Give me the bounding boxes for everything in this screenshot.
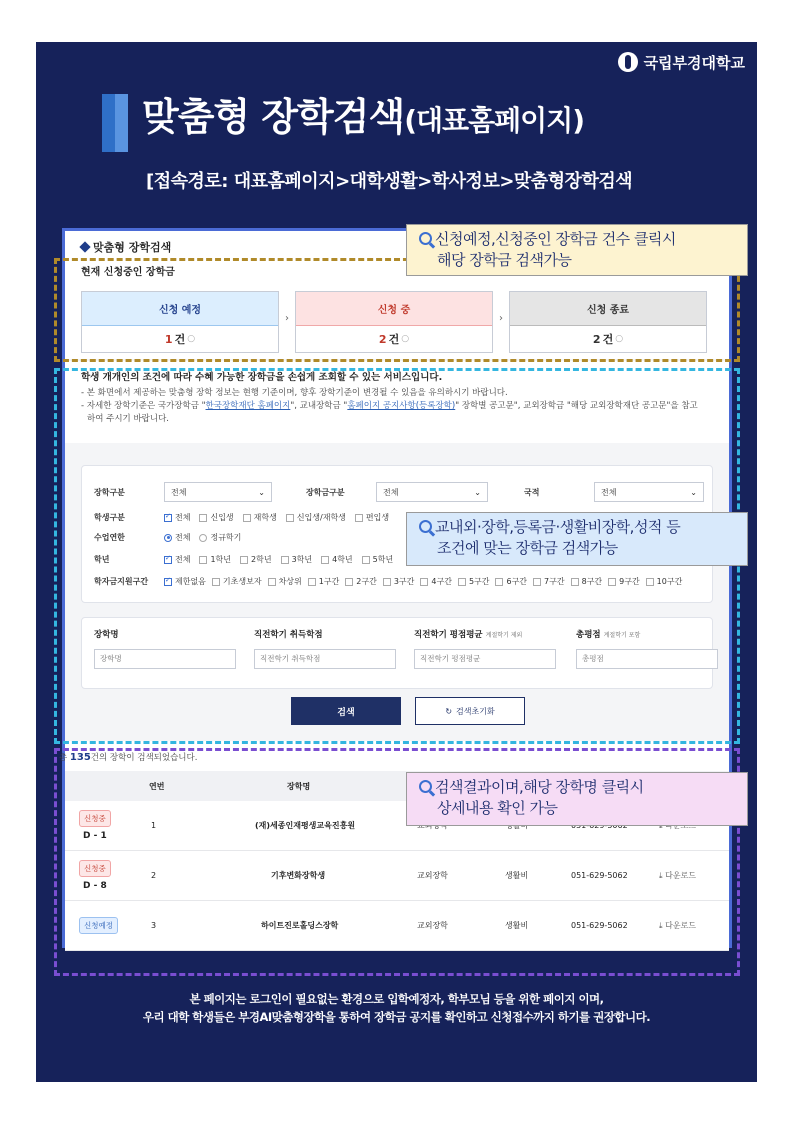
stat-count: 2	[592, 332, 601, 346]
chevron-down-icon: ⌄	[258, 487, 265, 497]
callout-results	[406, 772, 748, 826]
shot-subtitle: 현재 신청중인 장학금	[81, 267, 175, 278]
opt-label: 전체	[175, 533, 191, 542]
count-suffix: 건의 장학이 검색되었습니다.	[90, 753, 198, 763]
footer-line: 우리 대학 학생들은 부경AI맞춤형장학을 통하여 장학금 공지를 확인하고 신청접수까지 하기를 권장합니다.	[142, 1010, 651, 1024]
download-label: 다운로드	[665, 871, 697, 880]
shot-title	[81, 239, 171, 255]
field-label-text: 직전학기 평점평균	[414, 630, 483, 640]
opt-label: 4학년	[332, 555, 353, 564]
callout-line	[419, 517, 735, 538]
page-title	[142, 86, 584, 141]
callout-line: 조건에 맞는 장학금 검색가능	[437, 539, 618, 557]
chevron-down-icon: ⌄	[690, 487, 697, 497]
opt-label: 신입생	[210, 513, 234, 522]
grade-label: 학년	[94, 555, 110, 564]
access-path: [접속경로: 대표홈페이지>대학생활>학사정보>맞춤형장학검색	[146, 171, 633, 192]
title-main: 맞춤형 장학검색	[142, 95, 405, 139]
title-sub: (대표홈페이지)	[404, 104, 585, 137]
opt-label: 편입생	[365, 513, 390, 522]
row-no: 2	[151, 871, 157, 880]
row-purpose: 생활비	[505, 921, 529, 930]
stat-label: 신청 종료	[510, 292, 706, 326]
logo-name: 국립부경대학교	[643, 53, 745, 72]
intro-line: 하여 주시기 바랍니다.	[87, 414, 170, 424]
title-accent-bar	[102, 94, 128, 152]
field-label-text: 직전학기 취득학점	[254, 630, 323, 640]
type-label: 장학구분	[94, 487, 125, 497]
row-category: 교외장학	[417, 921, 448, 930]
opt-label: 재학생	[253, 513, 277, 522]
opt-label: 3학년	[291, 555, 313, 564]
opt-label: 전체	[175, 513, 191, 522]
opt-label: 제한없음	[175, 577, 206, 586]
row-phone: 051-629-5062	[571, 921, 628, 930]
field-label-text: 장학명	[94, 630, 119, 640]
footer-line: 본 페이지는 로그인이 필요없는 환경으로 입학예정자, 학부모님 등을 위한 페이지 이며,	[189, 992, 604, 1006]
opt-label: 5구간	[468, 577, 490, 586]
reset-label: 검색초기화	[456, 706, 495, 716]
status-badge: 신청중	[79, 860, 111, 877]
count-number: 135	[69, 752, 91, 763]
search-icon: ○	[401, 334, 410, 344]
year-label: 수업연한	[94, 533, 125, 542]
stat-count: 1	[164, 332, 173, 346]
guide-poster	[36, 42, 757, 1082]
intro-text: ", 교내장학금 "	[290, 401, 348, 411]
intro-text: - 자세한 장학기준은 국가장학금 "	[81, 401, 206, 411]
callout-text: 신청예정,신청중인 장학금 건수 클릭시	[435, 230, 676, 248]
university-logo	[618, 48, 745, 76]
download-icon: ⤓	[659, 870, 663, 880]
opt-label: 차상위	[278, 577, 302, 586]
chevron-down-icon: ⌄	[474, 487, 481, 497]
magnifier-icon	[419, 232, 432, 245]
field-label-text: 총평점	[576, 630, 601, 640]
intro-text: " 장학별 공고문", 교외장학금 "해당 교외장학재단 공고문"을 참고	[455, 401, 698, 411]
opt-label: 4구간	[431, 577, 452, 586]
row-category: 교외장학	[417, 871, 448, 880]
footer-note	[36, 990, 757, 1026]
opt-label: 1학년	[210, 555, 232, 564]
callout-line: 상세내용 확인 가능	[437, 799, 558, 817]
row-phone: 051-629-5062	[571, 871, 628, 880]
row-purpose: 생활비	[505, 871, 529, 880]
opt-label: 3구간	[393, 577, 415, 586]
callout-status	[406, 224, 748, 276]
status-badge: 신청예정	[79, 917, 118, 934]
callout-text: 검색결과이며,해당 장학명 클릭시	[435, 778, 644, 796]
intro-line: - 본 화면에서 제공하는 맞춤형 장학 정보는 현행 기준이며, 향후 장학기준이 변경될 수 있음을 유의하시기 바랍니다.	[81, 388, 508, 398]
stat-count: 2	[378, 332, 387, 346]
magnifier-icon	[419, 780, 432, 793]
opt-label: 5학년	[372, 555, 394, 564]
opt-label: 정규학기	[210, 533, 242, 542]
refresh-icon: ↻	[445, 706, 453, 716]
opt-label: 1구간	[318, 577, 340, 586]
amount-label: 장학금구분	[306, 487, 345, 497]
opt-label: 9구간	[619, 577, 640, 586]
select-value: 전체	[171, 487, 187, 497]
callout-line	[419, 229, 735, 250]
callout-line: 해당 장학금 검색가능	[437, 251, 572, 269]
opt-label: 2학년	[251, 555, 272, 564]
search-button[interactable]: 검색	[291, 697, 401, 725]
count-prefix: 총	[59, 753, 70, 763]
header-no: 연번	[149, 781, 165, 791]
income-label: 학자금지원구간	[94, 577, 149, 586]
header-name: 장학명	[287, 781, 311, 791]
callout-line	[419, 777, 735, 798]
row-no: 3	[151, 921, 157, 930]
shot-title-text: 맞춤형 장학검색	[93, 241, 172, 254]
diamond-icon	[79, 241, 90, 252]
opt-label: 6구간	[506, 577, 528, 586]
select-value: 전체	[601, 487, 617, 497]
opt-label: 신입생/재학생	[296, 513, 346, 522]
download-icon: ⤓	[659, 920, 663, 930]
opt-label: 8구간	[581, 577, 603, 586]
dday: D - 1	[83, 831, 107, 841]
opt-label: 10구간	[656, 577, 683, 586]
notice-link[interactable]: 홈페이지 공지사항(등록장학)	[347, 401, 456, 411]
scholarship-name-link[interactable]: 기후변화장학생	[271, 871, 326, 880]
intro-heading: 학생 개개인의 조건에 따라 수혜 가능한 장학금을 손쉽게 조회할 수 있는 서비스입니다.	[81, 372, 443, 383]
opt-label: 2구간	[356, 577, 377, 586]
student-label: 학생구분	[94, 513, 125, 522]
stat-unit: 건	[602, 333, 614, 346]
kosaf-link[interactable]: 한국장학재단 홈페이지	[205, 401, 291, 411]
search-icon: ○	[615, 334, 624, 344]
opt-label: 기초생보자	[222, 577, 262, 586]
download-label: 다운로드	[665, 921, 697, 930]
callout-text: 교내외·장학,등록금·생활비장학,성적 등	[435, 518, 681, 536]
select-value: 전체	[383, 487, 399, 497]
field-note: 계절학기 제외	[485, 632, 523, 639]
logo-emblem-icon	[618, 52, 638, 72]
stat-unit: 건	[388, 333, 400, 346]
dday: D - 8	[83, 881, 107, 891]
magnifier-icon	[419, 520, 432, 533]
callout-filters	[406, 512, 748, 566]
field-note: 계절학기 포함	[603, 632, 641, 639]
chevron-right-icon: ›	[499, 313, 503, 324]
scholarship-name-link[interactable]: (재)세종인재평생교육진흥원	[255, 821, 356, 830]
stat-label: 신청 중	[296, 292, 492, 326]
status-badge: 신청중	[79, 810, 111, 827]
chevron-right-icon: ›	[285, 313, 289, 324]
row-no: 1	[151, 821, 157, 830]
nation-label: 국적	[524, 487, 540, 497]
opt-label: 7구간	[544, 577, 565, 586]
stat-unit: 건	[174, 333, 186, 346]
search-icon: ○	[187, 334, 196, 344]
scholarship-name-link[interactable]: 하이트진로홀딩스장학	[261, 921, 339, 930]
opt-label: 전체	[175, 555, 191, 564]
stat-label: 신청 예정	[82, 292, 278, 326]
